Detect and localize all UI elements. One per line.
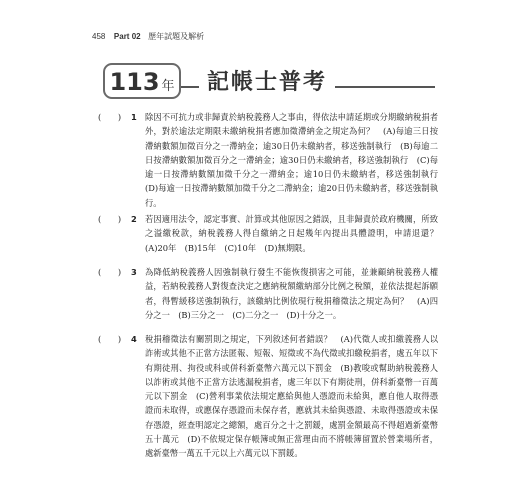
exam-title-box [199,65,335,96]
question-number: 2 [131,214,137,224]
question-item [98,110,447,210]
question-text: 除因不可抗力或非歸責於納稅義務人之事由，得依法申請延期或分期繳納稅捐者外，對於逾法定期限未繳納稅捐者應加徵滯納金之規定為何？ (A)每逾三日按滯納數額加徵百分之一滯納金；逾30日仍未繳納者，移送強制執行 (B)每逾二日按滯納數額加徵百分之一滯納金；逾30日仍未繳納者，移送強制執行 (C)每逾一日按滯納數額加徵千分之一滯納金；逾10日仍未繳納者，移送強制執行 (D)每逾一日按滯納數額加徵千分之二滯納金；逾20日仍未繳納者，移送強制執行。 [145,112,447,208]
exam-banner [103,63,435,99]
question-text: 為降低納稅義務人因強制執行發生不能恢復損害之可能，並兼顧納稅義務人權益，若納稅義務人對復查決定之應納稅額繳納部分比例之稅額，並依法提起訴願者，得暫緩移送強制執行，該繳納比例依現行稅捐稽徵法之規定為何？ (A)四分之一 (B)三分之一 (C)二分之一 (D)十分之一。 [145,267,438,320]
exam-title: 記帳士普考 [207,70,328,95]
answer-blank: ( ) [98,214,122,224]
section-title: 歷年試題及解析 [148,32,205,41]
page-number: 458 [92,32,106,41]
question-number: 3 [131,267,137,277]
page-header [92,31,204,42]
question-text: 若因適用法令，認定事實、計算或其他原因之錯誤，且非歸責於政府機關，所致之溢繳稅款，納稅義務人得自繳納之日起幾年內提出具體證明，申請退還？ (A)20年 (B)15年 (C)10年 (D)無期限。 [145,214,447,253]
question-text: 稅捐稽徵法有關罰則之規定，下列敘述何者錯誤？ (A)代徵人或扣繳義務人以詐術或其他不正當方法匿報、短報、短徵或不為代徵或扣繳稅捐者，處五年以下有期徒刑、拘役或科或併科新臺幣六萬元以下罰金 (B)教唆或幫助納稅義務人以詐術或其他不正當方法逃漏稅捐者，處三年以下有期徒刑，併科新臺幣一百萬元以下罰金 (C)營利事業依法規定應給與他人憑證而未給與，應自他人取得憑證而未取得，或應保存憑證而未保存者，應就其未給與憑證、未取得憑證或未保存憑證，經查明認定之總額，處百分之十之罰鍰，處罰金額最高不得超過新臺幣五十萬元 (D)不依規定保存帳簿或無正當理由而不將帳簿留置於營業場所者，處新臺幣一萬五千元以上六萬元以下罰鍰。 [145,334,438,459]
year-badge [103,63,181,99]
answer-blank: ( ) [98,112,122,122]
year-unit: 年 [161,79,175,94]
answer-blank: ( ) [98,267,122,277]
part-label: Part 02 [113,32,141,41]
question-number: 4 [131,334,137,344]
answer-blank: ( ) [98,334,122,344]
question-number: 1 [131,112,137,122]
question-item [98,332,438,461]
question-item [98,265,438,322]
year-number: 113 [109,68,160,96]
question-item [98,212,447,255]
